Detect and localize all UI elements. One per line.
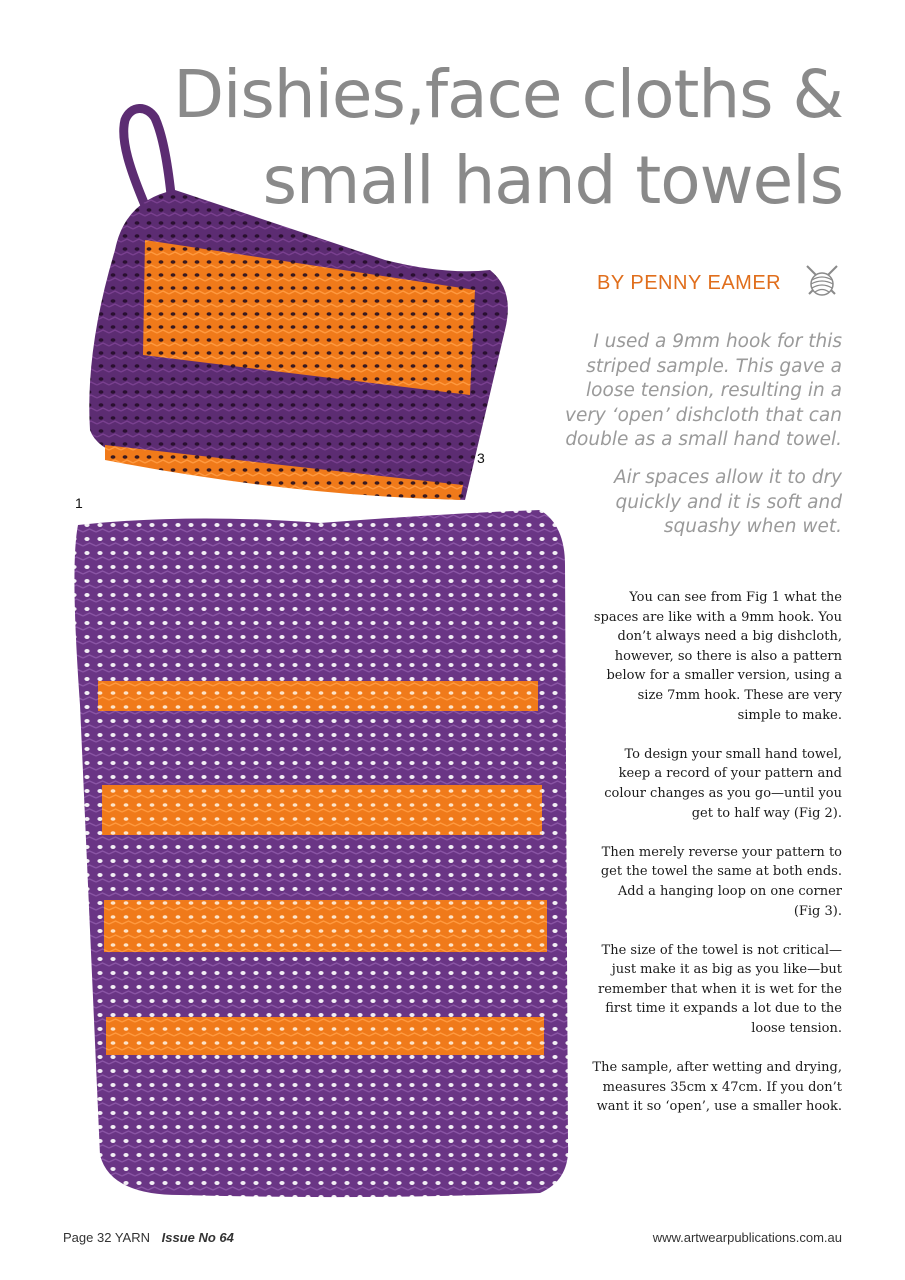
striped-dishcloth-photo (70, 505, 575, 1200)
title-line-2: small hand towels (262, 142, 843, 219)
figure-label-3: 3 (477, 450, 485, 466)
issue-number: Issue No 64 (161, 1230, 234, 1245)
footer-left (63, 1230, 234, 1245)
intro-paragraph-2: Air spaces allow it to dry quickly and it is soft and squashy when wet. (613, 467, 842, 537)
body-paragraph: Then merely reverse your pattern to get the towel the same at both ends. Add a hanging loop on one corner (Fig 3). (600, 844, 842, 919)
byline: BY PENNY EAMER (597, 272, 782, 294)
body-paragraph: The sample, after wetting and drying, measures 35cm x 47cm. If you don’t want it so ‘open’, use a smaller hook. (592, 1060, 842, 1115)
magazine-name: YARN (114, 1230, 150, 1245)
body-paragraph: You can see from Fig 1 what the spaces are like with a 9mm hook. You don’t always need a big dishcloth, however, so there is also a pattern below for a smaller version, using a size 7mm hook. These are very simple to make. (593, 590, 842, 723)
small-towel-photo (85, 100, 515, 505)
title-line-1: Dishies,face cloths & (173, 56, 843, 133)
footer-url[interactable]: www.artwearpublications.com.au (652, 1230, 842, 1245)
page-number: Page 32 (63, 1230, 112, 1245)
figure-label-1: 1 (75, 495, 83, 511)
yarn-ball-needles-icon (803, 262, 841, 300)
body-paragraph: To design your small hand towel, keep a record of your pattern and colour changes as you go—until you get to half way (Fig 2). (604, 746, 842, 821)
body-paragraph: The size of the towel is not critical—just make it as big as you like—but remember that when it is wet for the first time it expands a lot due to the loose tension. (598, 942, 842, 1037)
article-body (592, 588, 842, 1137)
intro-paragraph-1: I used a 9mm hook for this striped sample. This gave a loose tension, resulting in a very ‘open’ dishcloth that can double as a small hand towel. (565, 331, 842, 450)
